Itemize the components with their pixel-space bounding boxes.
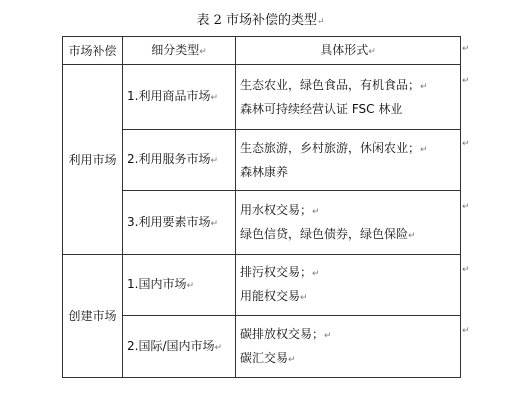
form-line: 森林康养: [240, 165, 289, 179]
paragraph-mark: ↵: [312, 206, 320, 217]
paragraph-mark: ↵: [462, 139, 470, 149]
header-subtype-label: 细分类型: [151, 42, 200, 57]
paragraph-mark: ↵: [210, 93, 218, 103]
form-line: 生态旅游，乡村旅游，休闲农业；: [240, 141, 421, 155]
form-line: 生态农业，绿色食品，有机食品；: [240, 78, 421, 92]
table-row: [63, 65, 461, 130]
form-line: 碳排放权交易；: [240, 326, 325, 341]
paragraph-mark: ↵: [312, 269, 320, 279]
paragraph-mark: ↵: [462, 44, 470, 54]
paragraph-mark: ↵: [210, 218, 218, 229]
paragraph-mark: ↵: [420, 145, 428, 155]
subtype-label: 3.利用要素市场: [127, 214, 211, 229]
paragraph-mark: ↵: [420, 82, 428, 92]
form-line: 碳汇交易: [240, 350, 289, 365]
form-cell: [236, 65, 461, 130]
paragraph-mark: ↵: [462, 326, 470, 336]
header-cell-subtype: [123, 37, 236, 65]
paragraph-mark: ↵: [324, 330, 332, 341]
group-label: 利用市场: [68, 152, 117, 167]
subtype-label: 2.利用服务市场: [127, 152, 211, 166]
form-line: 排污权交易；: [240, 265, 313, 279]
subtype-label: 1.利用商品市场: [127, 89, 211, 103]
paragraph-mark: ↵: [368, 46, 376, 57]
paragraph-mark: ↵: [462, 265, 470, 275]
paragraph-mark: ↵: [199, 46, 207, 57]
paragraph-mark: ↵: [300, 293, 308, 303]
group-cell-use-market: [63, 65, 123, 255]
market-compensation-table: [62, 36, 461, 378]
form-cell: [236, 130, 461, 191]
form-cell: [236, 255, 461, 316]
paragraph-mark: ↵: [288, 354, 296, 365]
subtype-label: 1.国内市场: [127, 277, 187, 291]
paragraph-mark: ↵: [462, 76, 470, 86]
header-cell-form: [236, 37, 461, 65]
subtype-cell: [123, 316, 236, 378]
subtype-cell: [123, 191, 236, 255]
table-row: [63, 130, 461, 191]
form-line: 用能权交易: [240, 289, 301, 303]
subtype-cell: [123, 130, 236, 191]
header-form-label: 具体形式: [320, 42, 369, 57]
form-cell: [236, 316, 461, 378]
group-cell-create-market: [63, 255, 123, 378]
paragraph-mark: ↵: [214, 342, 223, 353]
subtype-cell: [123, 255, 236, 316]
paragraph-mark: ↵: [317, 17, 325, 27]
paragraph-mark: ↵: [186, 281, 194, 291]
form-line: 森林可持续经营认证 FSC 林业: [240, 102, 403, 116]
table-row: [63, 316, 461, 378]
table-row: [63, 191, 461, 255]
table-row: [63, 255, 461, 316]
group-label: 创建市场: [68, 309, 117, 323]
form-line: 绿色信贷，绿色债券，绿色保险: [240, 226, 409, 241]
form-line: 用水权交易；: [240, 202, 313, 217]
form-cell: [236, 191, 461, 255]
table-title-text: 表 2 市场补偿的类型: [196, 13, 317, 28]
paragraph-mark: ↵: [408, 230, 416, 241]
table-header-row: [63, 37, 461, 65]
table-title: [0, 13, 521, 30]
subtype-label: 2.国际/国内市场: [127, 338, 215, 353]
paragraph-mark: ↵: [210, 156, 218, 166]
paragraph-mark: ↵: [462, 202, 470, 212]
header-cell-category: [63, 37, 123, 65]
header-category-label: 市场补偿: [68, 43, 117, 58]
subtype-cell: [123, 65, 236, 130]
